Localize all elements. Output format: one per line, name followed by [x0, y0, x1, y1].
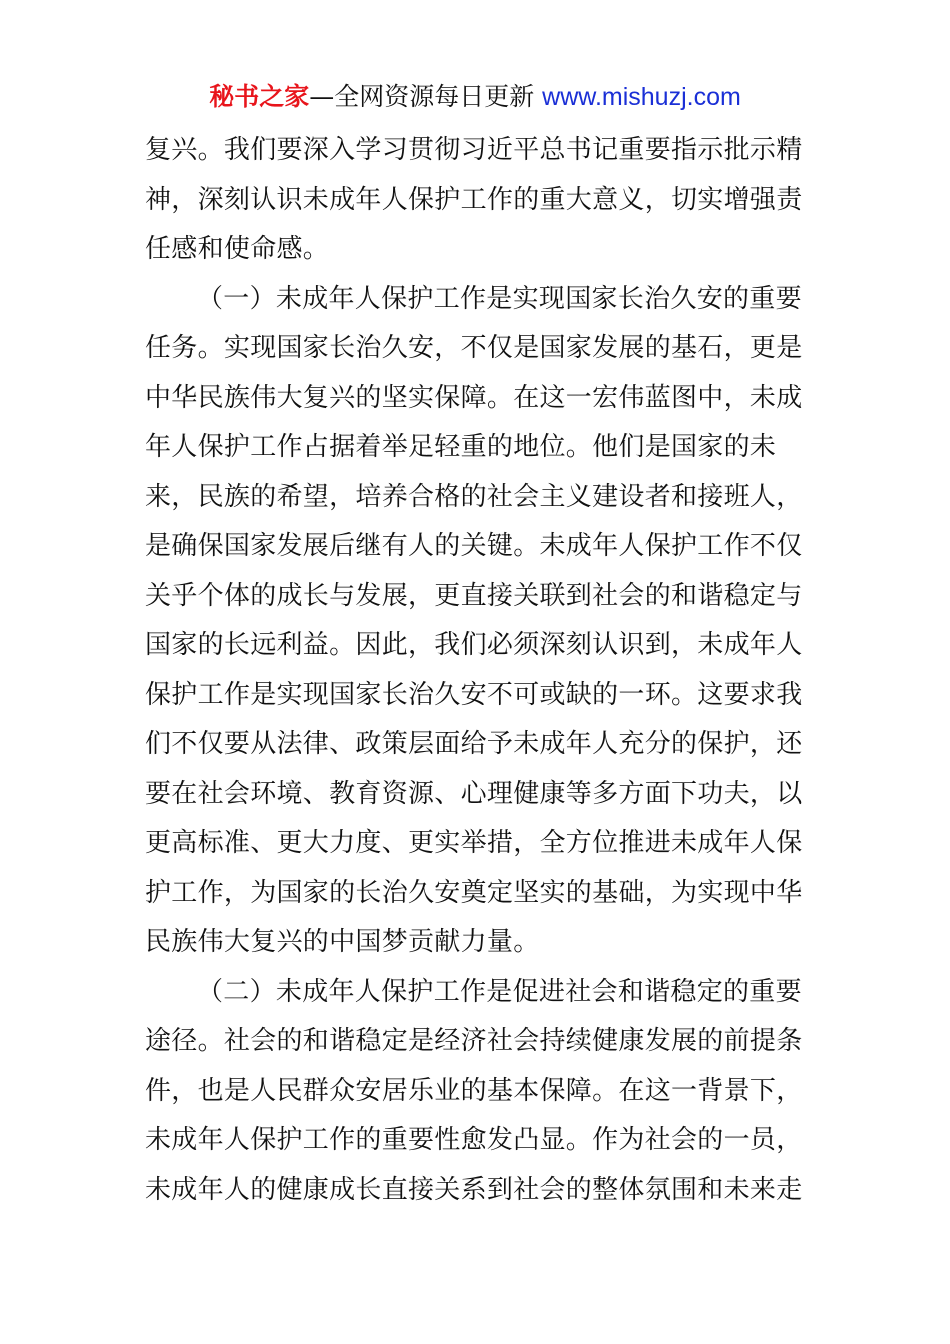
text-line: 神，深刻认识未成年人保护工作的重大意义，切实增强责	[145, 184, 803, 215]
text-line: 任感和使命感。	[145, 234, 330, 264]
text-line: 任务。实现国家长治久安，不仅是国家发展的基石，更是	[145, 333, 803, 363]
text-line: 未成年人的健康成长直接关系到社会的整体氛围和未来走	[145, 1174, 803, 1205]
text-line: 件，也是人民群众安居乐业的基本保障。在这一背景下，	[145, 1075, 803, 1106]
text-line: 更高标准、更大力度、更实举措，全方位推进未成年人保	[145, 828, 803, 858]
text-line: 关乎个体的成长与发展，更直接关联到社会的和谐稳定与	[145, 580, 803, 611]
text-line: 中华民族伟大复兴的坚实保障。在这一宏伟蓝图中，未成	[145, 382, 803, 413]
site-brand: 秘书之家	[209, 82, 310, 111]
text-line: 是确保国家发展后继有人的关键。未成年人保护工作不仅	[145, 531, 803, 561]
text-line: 年人保护工作占据着举足轻重的地位。他们是国家的未	[145, 432, 777, 462]
text-line: 途径。社会的和谐稳定是经济社会持续健康发展的前提条	[145, 1026, 803, 1056]
page-header	[0, 80, 950, 114]
text-line: 复兴。我们要深入学习贯彻习近平总书记重要指示批示精	[145, 135, 803, 165]
paragraph-heading-line: （二）未成年人保护工作是促进社会和谐稳定的重要	[197, 976, 802, 1007]
paragraph-heading-line: （一）未成年人保护工作是实现国家长治久安的重要	[197, 283, 802, 314]
text-line: 国家的长远利益。因此，我们必须深刻认识到，未成年人	[145, 630, 803, 660]
text-line: 保护工作是实现国家长治久安不可或缺的一环。这要求我	[145, 679, 803, 710]
text-line: 们不仅要从法律、政策层面给予未成年人充分的保护，还	[145, 729, 803, 759]
text-line: 民族伟大复兴的中国梦贡献力量。	[145, 927, 540, 957]
site-url-link[interactable]: www.mishuzj.com	[542, 83, 741, 111]
text-line: 来，民族的希望，培养合格的社会主义建设者和接班人，	[145, 481, 803, 512]
text-line: 未成年人保护工作的重要性愈发凸显。作为社会的一员，	[145, 1125, 803, 1155]
text-line: 要在社会环境、教育资源、心理健康等多方面下功夫，以	[145, 778, 803, 809]
site-tagline: —全网资源每日更新	[309, 82, 543, 111]
text-line: 护工作，为国家的长治久安奠定坚实的基础，为实现中华	[145, 877, 803, 908]
document-body	[145, 126, 810, 1215]
